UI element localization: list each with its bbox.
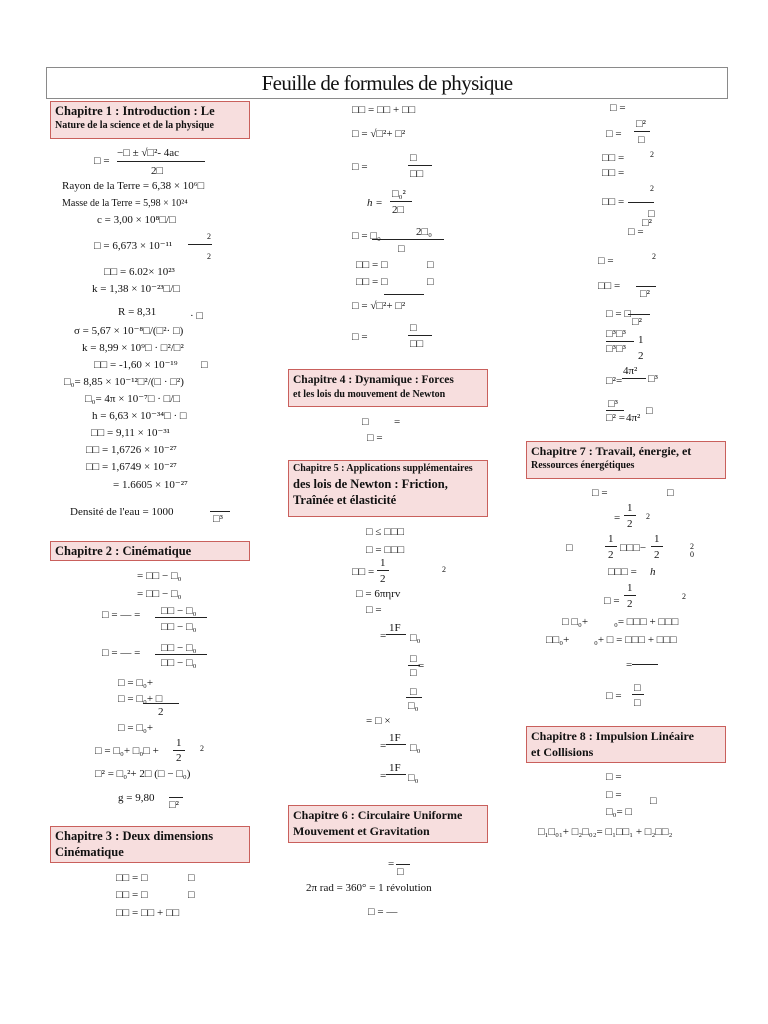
formula: □ (634, 682, 641, 694)
formula: □ (201, 359, 208, 371)
formula: Rayon de la Terre = 6,38 × 10⁶□ (62, 180, 205, 192)
formula: □³ (648, 373, 658, 385)
formula: □³□³ (606, 343, 626, 355)
formula: 2 (207, 252, 211, 261)
formula: □□□ = (608, 566, 637, 578)
formula: □□□− (620, 542, 647, 554)
formula: c = 3,00 × 10⁸□/□ (97, 214, 176, 226)
formula: · □ (190, 310, 204, 322)
formula: = (626, 659, 633, 671)
formula: □³□³ (606, 328, 626, 340)
formula: □□ = □□ + □□ (116, 907, 180, 919)
formula: □ (566, 542, 573, 554)
fraction-bar (173, 750, 185, 751)
chapter-2-header (50, 541, 250, 561)
formula: □ = √□²+ □² (352, 128, 406, 140)
formula: 1 (654, 533, 660, 545)
formula: Densité de l'eau = 1000 (70, 506, 174, 518)
formula: □ (634, 697, 641, 709)
formula: □₀= 8,85 × 10⁻¹²□²/(□ · □²) (64, 376, 184, 388)
formula: 2 (654, 549, 660, 561)
formula: □□ = (352, 566, 375, 578)
formula: □ = — (368, 906, 398, 918)
formula: □□ (410, 168, 424, 180)
fraction-bar (628, 314, 650, 315)
formula: 2□₀ (416, 226, 432, 238)
formula: □ = (606, 128, 622, 140)
formula: 1F (389, 622, 401, 634)
formula: = (380, 770, 387, 782)
formula: □ □₀+ (562, 616, 589, 628)
formula: □ (650, 795, 657, 807)
fraction-bar (605, 546, 617, 547)
chapter-4-title: Chapitre 4 : Dynamique : Forces (293, 374, 454, 386)
page-title-box (46, 67, 728, 99)
formula: ₀= □□□ + □□□ (614, 616, 679, 628)
formula: 1 (176, 737, 182, 749)
formula: □□ = 1,6749 × 10⁻²⁷ (86, 461, 177, 473)
fraction-bar (372, 239, 444, 240)
chapter-1-title: Chapitre 1 : Introduction : Le (55, 104, 215, 118)
formula: h = (367, 197, 383, 209)
formula: □ = (367, 432, 383, 444)
fraction-bar (155, 654, 207, 655)
formula: 2 (176, 752, 182, 764)
formula: □₀ (408, 772, 419, 784)
formula: □₀= □ (606, 806, 633, 818)
formula: = □ × (366, 715, 391, 727)
fraction-bar (408, 165, 432, 166)
formula: □ = (352, 331, 368, 343)
formula: □ (188, 872, 195, 884)
formula: 2 (207, 232, 211, 241)
formula: 2 (627, 518, 633, 530)
formula: □ (667, 487, 674, 499)
formula: □₀ (408, 700, 419, 712)
formula: = □□ − □₀ (137, 570, 182, 582)
formula: 2 (380, 573, 386, 585)
formula: □² (640, 288, 650, 300)
fraction-bar (143, 703, 179, 704)
formula: 1F (389, 732, 401, 744)
formula: □ (410, 667, 417, 679)
chapter-8-subtitle: et Collisions (531, 745, 594, 759)
formula: □ (410, 653, 417, 665)
formula: □□ = □ (116, 889, 148, 901)
formula: □ = (606, 771, 622, 783)
chapter-3-header (50, 826, 250, 863)
formula: = (388, 858, 395, 870)
formula: 2 (646, 512, 650, 521)
fraction-bar (624, 595, 636, 596)
formula: □³ (213, 513, 223, 525)
formula: g = 9,80 (118, 792, 155, 804)
fraction-bar (390, 201, 412, 202)
formula: □ (410, 322, 417, 334)
formula: −□ ± √□²- 4ac (117, 147, 180, 159)
formula: □ = — = (102, 609, 141, 621)
fraction-bar (396, 864, 410, 865)
formula: □□ (410, 338, 424, 350)
formula: 4π² (626, 412, 641, 424)
formula: □² = (606, 412, 625, 424)
formula: □ (398, 243, 405, 255)
formula: R = 8,31 (118, 306, 157, 318)
formula: 1 (627, 582, 633, 594)
formula: □₀ (410, 742, 421, 754)
chapter-3-subtitle: Cinématique (55, 845, 124, 859)
fraction-bar (651, 546, 663, 547)
formula: □□ = (602, 196, 625, 208)
formula: □□ = 9,11 × 10⁻³¹ (91, 427, 170, 439)
formula: □ = □₀+ (118, 722, 154, 734)
formula: □□ = -1,60 × 10⁻¹⁹ (94, 359, 178, 371)
chapter-6-title: Chapitre 6 : Circulaire Uniforme (293, 808, 463, 822)
chapter-1-subtitle: Nature de la science et de la physique (55, 120, 214, 131)
fraction-bar (155, 617, 207, 618)
formula: □ (638, 134, 645, 146)
formula: □ (362, 416, 369, 428)
formula: □ = 6πηrv (356, 588, 401, 600)
fraction-bar (117, 161, 205, 162)
formula: = 1.6605 × 10⁻²⁷ (113, 479, 188, 491)
formula: □□₀+ (546, 634, 570, 646)
chapter-5-title: Chapitre 5 : Applications supplémentaires (293, 463, 473, 474)
chapter-6-subtitle: Mouvement et Gravitation (293, 824, 430, 838)
formula: □ = (366, 604, 382, 616)
formula: □₀ (410, 632, 421, 644)
chapter-2-title: Chapitre 2 : Cinématique (55, 544, 192, 558)
fraction-bar (169, 797, 183, 798)
formula: □ = □₀ (352, 230, 381, 242)
formula: k = 8,99 × 10⁹□ · □²/□² (82, 342, 184, 354)
formula: 2 (158, 706, 164, 718)
formula: □ = (606, 690, 622, 702)
formula: □ = □□□ (366, 544, 405, 556)
formula: 1 (380, 557, 386, 569)
formula: □ (397, 866, 404, 878)
chapter-1-header (50, 101, 250, 139)
formula: □□ − □₀ (161, 605, 197, 617)
fraction-bar (606, 341, 634, 342)
formula: □² = □₀²+ 2□ (□ − □₀) (95, 768, 191, 780)
formula: 1F (389, 762, 401, 774)
fraction-bar (628, 202, 654, 203)
formula: □ (427, 276, 434, 288)
formula: □₁□₀₁+ □₂□₀₂= □₁□□₁ + □₂□□₂ (538, 826, 673, 838)
chapter-8-header (526, 726, 726, 763)
formula: 2 (652, 252, 656, 261)
formula: 2□ (151, 165, 164, 177)
formula: □² (632, 316, 642, 328)
fraction-bar (636, 286, 656, 287)
chapter-6-header (288, 805, 488, 843)
formula: □ = (610, 102, 626, 114)
formula: 4π² (623, 365, 638, 377)
formula: ₀+ □ = □□□ + □□□ (594, 634, 677, 646)
formula: □³ (608, 398, 618, 410)
formula: h = 6,63 × 10⁻³⁴□ · □ (92, 410, 187, 422)
formula: □₀= 4π × 10⁻⁷□ · □/□ (85, 393, 180, 405)
fraction-bar (408, 335, 432, 336)
fraction-bar (622, 378, 646, 379)
formula: □ (427, 259, 434, 271)
chapter-3-title: Chapitre 3 : Deux dimensions (55, 829, 214, 843)
chapter-7-header (526, 441, 726, 479)
fraction-bar (606, 410, 624, 411)
formula: 2 (627, 598, 633, 610)
formula: □ (648, 208, 655, 220)
formula: □□ = (602, 167, 625, 179)
formula: □□ − □₀ (161, 642, 197, 654)
chapter-4-header (288, 369, 488, 407)
formula: □ (646, 405, 653, 417)
fraction-bar (386, 774, 406, 775)
formula: Masse de la Terre = 5,98 × 10²⁴ (62, 198, 188, 209)
formula: □ = □₀+ □ (118, 693, 163, 705)
formula: □□ − □₀ (161, 657, 197, 669)
formula: □ = □₀+ (118, 677, 154, 689)
formula: 1 (608, 533, 614, 545)
formula: □ = (352, 161, 368, 173)
formula: □ = — = (102, 647, 141, 659)
formula: = (614, 512, 621, 524)
formula: 2 (442, 565, 446, 574)
fraction-bar (377, 570, 389, 571)
formula: □² (169, 799, 179, 811)
formula: □□ − □₀ (161, 621, 197, 633)
formula: □□ = (598, 280, 621, 292)
formula: 2□ (392, 204, 405, 216)
formula: □ (188, 889, 195, 901)
formula: 2 (682, 592, 686, 601)
formula: σ = 5,67 × 10⁻⁸□/(□²· □) (74, 325, 184, 337)
formula: 2 (608, 549, 614, 561)
formula: □□ = □ (356, 259, 388, 271)
formula: □₀² (392, 188, 406, 200)
formula: □ = (598, 255, 614, 267)
formula: □□ = 6.02× 10²³ (104, 266, 175, 278)
formula: h (650, 566, 656, 578)
formula: □ = (604, 595, 620, 607)
formula: 2 (650, 184, 654, 193)
formula: □ = 6,673 × 10⁻¹¹ (94, 240, 173, 252)
formula: = (380, 740, 387, 752)
formula: □ (410, 686, 417, 698)
formula: □² (636, 118, 646, 130)
formula: □² (642, 217, 652, 229)
formula: 0 (690, 550, 694, 559)
fraction-bar (210, 511, 230, 512)
chapter-7-title: Chapitre 7 : Travail, énergie, et (531, 444, 692, 458)
chapter-5-header (288, 460, 488, 517)
formula: □□ = 1,6726 × 10⁻²⁷ (86, 444, 177, 456)
chapter-8-title: Chapitre 8 : Impulsion Linéaire (531, 729, 694, 743)
formula: □²= (606, 375, 623, 387)
formula: □□ = (602, 152, 625, 164)
fraction-bar (406, 697, 422, 698)
formula: □ = (94, 155, 110, 167)
formula: □ = □₀+ □₀□ + (95, 745, 159, 757)
formula: = (380, 630, 387, 642)
formula: □ = (628, 226, 644, 238)
fraction-bar (384, 294, 424, 295)
chapter-7-subtitle: Ressources énergétiques (531, 460, 635, 471)
formula: □□ = □ (116, 872, 148, 884)
formula: □□ = □ (356, 276, 388, 288)
formula: = □□ − □₀ (137, 588, 182, 600)
formula: 1 (627, 502, 633, 514)
formula: □ = √□²+ □² (352, 300, 406, 312)
formula: □ ≤ □□□ (366, 526, 405, 538)
chapter-5-line3: Traînée et élasticité (293, 493, 397, 507)
formula: k = 1,38 × 10⁻²³□/□ (92, 283, 180, 295)
fraction-bar (386, 634, 406, 635)
formula: □ = (606, 789, 622, 801)
formula: 2 (638, 350, 644, 362)
formula: 2 (650, 150, 654, 159)
formula: 1 (638, 334, 644, 346)
formula: 2π rad = 360° = 1 révolution (306, 882, 432, 894)
fraction-bar (386, 744, 406, 745)
formula: 2 (690, 542, 694, 551)
formula: □ = (592, 487, 608, 499)
chapter-4-subtitle: et les lois du mouvement de Newton (293, 389, 446, 400)
fraction-bar (624, 515, 636, 516)
formula: □ (410, 152, 417, 164)
formula: □□ = □□ + □□ (352, 104, 416, 116)
formula: □ = □ (606, 308, 631, 320)
formula: 2 (200, 744, 204, 753)
page-title: Feuille de formules de physique (261, 71, 513, 95)
fraction-bar (632, 694, 644, 695)
formula: = (394, 416, 401, 428)
formula: = (418, 660, 425, 672)
chapter-5-line2: des lois de Newton : Friction, (293, 477, 448, 491)
fraction-bar (634, 131, 650, 132)
fraction-bar (632, 664, 658, 665)
fraction-bar (188, 244, 212, 245)
